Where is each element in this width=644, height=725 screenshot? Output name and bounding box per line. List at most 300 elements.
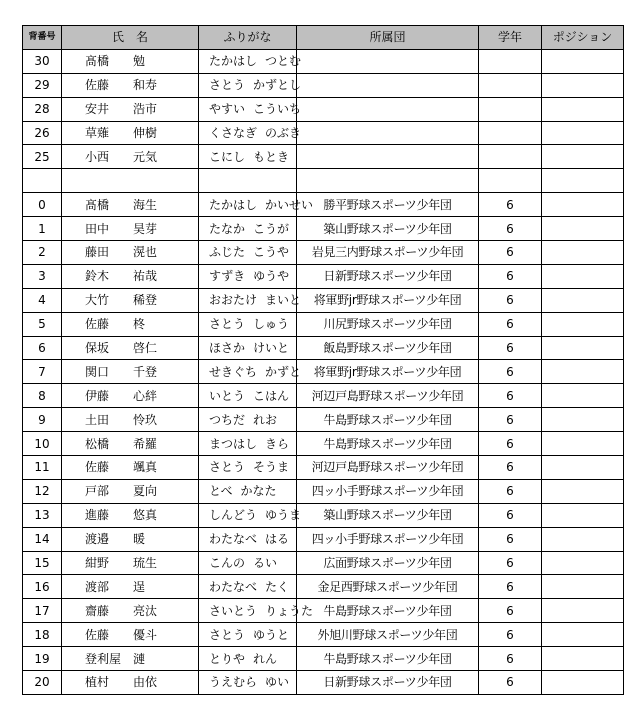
- kana-given: まいと: [265, 293, 302, 308]
- given-name: 由依: [133, 675, 158, 690]
- kana-surname: せきぐち: [209, 364, 258, 379]
- number-cell: 8: [23, 384, 62, 408]
- number-cell: 3: [23, 264, 62, 288]
- position-cell: [542, 241, 624, 265]
- table-row: [23, 551, 624, 575]
- kana-surname: とべ: [209, 484, 233, 499]
- kana-given: かずと: [265, 364, 302, 379]
- name-cell: [62, 121, 199, 145]
- name-cell: [62, 527, 199, 551]
- name-cell: [62, 623, 199, 647]
- kana-surname: とりや: [209, 651, 246, 666]
- kana-cell: [199, 193, 314, 217]
- coach-rows: [23, 49, 624, 168]
- given-name: 和寿: [133, 78, 158, 93]
- table-row: [23, 647, 624, 671]
- team-cell: 将軍野jr野球スポーツ少年団: [297, 288, 479, 312]
- table-row: [23, 384, 624, 408]
- team-cell: 牛島野球スポーツ少年団: [297, 599, 479, 623]
- given-name: 悠真: [133, 508, 158, 523]
- number-cell: 14: [23, 527, 62, 551]
- number-cell: 18: [23, 623, 62, 647]
- table-row: [23, 503, 624, 527]
- surname: 進藤: [85, 508, 110, 523]
- surname: 佐藤: [85, 317, 110, 332]
- header-name: 氏 名: [62, 26, 199, 50]
- team-cell: 飯島野球スポーツ少年団: [297, 336, 479, 360]
- kana-given: しゅう: [253, 317, 290, 332]
- surname: 齋藤: [85, 603, 110, 618]
- spacer-cell: [23, 169, 62, 193]
- team-cell: [297, 97, 479, 121]
- team-cell: [297, 145, 479, 169]
- name-cell: [62, 599, 199, 623]
- name-cell: [62, 312, 199, 336]
- kana-cell: [199, 432, 297, 456]
- name-cell: [62, 575, 199, 599]
- name-cell: [62, 241, 199, 265]
- given-name: 海生: [133, 197, 158, 212]
- header-team: 所属団: [297, 26, 479, 50]
- team-cell: 牛島野球スポーツ少年団: [297, 647, 479, 671]
- table-row: [23, 97, 624, 121]
- grade-cell: 6: [479, 241, 542, 265]
- table-row: [23, 145, 624, 169]
- name-cell: [62, 264, 199, 288]
- grade-cell: 6: [479, 599, 542, 623]
- kana-cell: [199, 527, 297, 551]
- kana-cell: [199, 121, 302, 145]
- kana-cell: [199, 503, 302, 527]
- name-cell: [62, 336, 199, 360]
- number-cell: 16: [23, 575, 62, 599]
- position-cell: [542, 217, 624, 241]
- table-row: [23, 575, 624, 599]
- table-row: [23, 288, 624, 312]
- given-name: 伸樹: [133, 126, 158, 140]
- grade-cell: [479, 73, 542, 97]
- kana-cell: [199, 97, 302, 121]
- kana-surname: たなか: [209, 221, 246, 236]
- given-name: 琉生: [133, 556, 158, 571]
- table-row: [23, 73, 624, 97]
- team-cell: 築山野球スポーツ少年団: [297, 217, 479, 241]
- kana-given: ゆうま: [265, 508, 302, 523]
- grade-cell: 6: [479, 432, 542, 456]
- kana-surname: すずき: [209, 269, 246, 284]
- grade-cell: [479, 121, 542, 145]
- surname: 小西: [85, 149, 110, 164]
- kana-given: そうま: [253, 460, 290, 475]
- kana-given: けいと: [253, 341, 290, 356]
- position-cell: [542, 671, 624, 695]
- surname: 髙橋: [85, 54, 110, 69]
- table-row: [23, 527, 624, 551]
- team-cell: 河辺戸島野球スポーツ少年団: [297, 456, 479, 480]
- number-cell: 26: [23, 121, 62, 145]
- given-name: 心絆: [133, 388, 158, 403]
- team-cell: 日新野球スポーツ少年団: [297, 671, 479, 695]
- table-row: [23, 456, 624, 480]
- kana-given: こういち: [253, 102, 302, 117]
- spacer-cell: [542, 169, 624, 193]
- given-name: 漣: [133, 651, 146, 666]
- surname: 佐藤: [85, 78, 110, 93]
- given-name: 颯真: [133, 460, 158, 475]
- surname: 松橋: [85, 436, 110, 451]
- team-cell: 牛島野球スポーツ少年団: [297, 432, 479, 456]
- grade-cell: [479, 145, 542, 169]
- header-position: ポジション: [542, 26, 624, 50]
- kana-surname: くさなぎ: [209, 126, 258, 140]
- kana-given: ゆうや: [253, 269, 290, 284]
- kana-given: もとき: [253, 149, 290, 164]
- grade-cell: 6: [479, 360, 542, 384]
- kana-given: きら: [265, 436, 290, 451]
- kana-surname: ふじた: [209, 245, 246, 260]
- surname: 草薙: [85, 126, 110, 140]
- grade-cell: 6: [479, 647, 542, 671]
- kana-cell: [199, 599, 314, 623]
- kana-cell: [199, 49, 302, 73]
- surname: 藤田: [85, 245, 110, 260]
- header-row: [23, 26, 624, 50]
- surname: 安井: [85, 102, 110, 117]
- given-name: 亮汰: [133, 603, 158, 618]
- grade-cell: 6: [479, 408, 542, 432]
- table-row: [23, 360, 624, 384]
- surname: 髙橋: [85, 197, 110, 212]
- table-row: [23, 264, 624, 288]
- team-cell: [297, 49, 479, 73]
- position-cell: [542, 551, 624, 575]
- kana-given: ゆい: [265, 675, 290, 690]
- kana-surname: たかはし: [209, 54, 258, 69]
- name-cell: [62, 49, 199, 73]
- table-row: [23, 241, 624, 265]
- table-row: [23, 599, 624, 623]
- spacer-cell: [297, 169, 479, 193]
- spacer-cell: [62, 169, 199, 193]
- number-cell: 11: [23, 456, 62, 480]
- kana-cell: [199, 217, 297, 241]
- kana-surname: わたなべ: [209, 579, 258, 594]
- team-cell: [297, 73, 479, 97]
- grade-cell: 6: [479, 503, 542, 527]
- number-cell: 0: [23, 193, 62, 217]
- name-cell: [62, 360, 199, 384]
- position-cell: [542, 384, 624, 408]
- kana-surname: おおたけ: [209, 293, 258, 308]
- grade-cell: 6: [479, 479, 542, 503]
- spacer-cell: [479, 169, 542, 193]
- grade-cell: 6: [479, 193, 542, 217]
- name-cell: [62, 503, 199, 527]
- surname: 佐藤: [85, 460, 110, 475]
- table-row: [23, 336, 624, 360]
- number-cell: 10: [23, 432, 62, 456]
- given-name: 祐哉: [133, 269, 158, 284]
- kana-given: こうが: [253, 221, 290, 236]
- kana-given: つとむ: [265, 54, 302, 69]
- name-cell: [62, 288, 199, 312]
- position-cell: [542, 527, 624, 551]
- team-cell: 四ッ小手野球スポーツ少年団: [297, 479, 479, 503]
- grade-cell: 6: [479, 623, 542, 647]
- surname: 植村: [85, 675, 110, 690]
- kana-cell: [199, 360, 302, 384]
- given-name: 元気: [133, 149, 158, 164]
- kana-given: りょうた: [265, 603, 314, 618]
- surname: 渡邉: [85, 532, 110, 547]
- kana-given: れん: [253, 651, 278, 666]
- given-name: 怜玖: [133, 412, 158, 427]
- number-cell: 20: [23, 671, 62, 695]
- grade-cell: [479, 97, 542, 121]
- given-name: 希羅: [133, 436, 158, 451]
- surname: 関口: [85, 364, 110, 379]
- kana-cell: [199, 647, 297, 671]
- number-cell: 7: [23, 360, 62, 384]
- surname: 保坂: [85, 341, 110, 356]
- position-cell: [542, 360, 624, 384]
- team-cell: [297, 121, 479, 145]
- number-cell: 15: [23, 551, 62, 575]
- kana-given: こうや: [253, 245, 290, 260]
- spacer-section: [23, 169, 624, 193]
- position-cell: [542, 73, 624, 97]
- kana-cell: [199, 408, 297, 432]
- surname: 渡部: [85, 579, 110, 594]
- number-cell: 5: [23, 312, 62, 336]
- given-name: 昊芽: [133, 221, 158, 236]
- kana-surname: うえむら: [209, 675, 258, 690]
- position-cell: [542, 193, 624, 217]
- position-cell: [542, 432, 624, 456]
- team-cell: 金足西野球スポーツ少年団: [297, 575, 479, 599]
- name-cell: [62, 671, 199, 695]
- team-cell: 岩見三内野球スポーツ少年団: [297, 241, 479, 265]
- kana-cell: [199, 145, 297, 169]
- header-number: 背番号: [23, 26, 62, 50]
- kana-surname: こにし: [209, 149, 246, 164]
- kana-surname: たかはし: [209, 197, 258, 212]
- given-name: 優斗: [133, 627, 158, 642]
- number-cell: 1: [23, 217, 62, 241]
- number-cell: 17: [23, 599, 62, 623]
- kana-surname: さとう: [209, 317, 246, 332]
- kana-cell: [199, 288, 302, 312]
- position-cell: [542, 312, 624, 336]
- table-row: [23, 623, 624, 647]
- team-cell: 川尻野球スポーツ少年団: [297, 312, 479, 336]
- team-cell: 河辺戸島野球スポーツ少年団: [297, 384, 479, 408]
- kana-surname: さとう: [209, 460, 246, 475]
- name-cell: [62, 432, 199, 456]
- number-cell: 13: [23, 503, 62, 527]
- kana-cell: [199, 73, 302, 97]
- position-cell: [542, 336, 624, 360]
- kana-given: るい: [253, 556, 278, 571]
- kana-surname: つちだ: [209, 412, 246, 427]
- name-cell: [62, 145, 199, 169]
- kana-cell: [199, 336, 297, 360]
- given-name: 啓仁: [133, 341, 158, 356]
- given-name: 稀登: [133, 293, 158, 308]
- table-row: [23, 312, 624, 336]
- grade-cell: 6: [479, 456, 542, 480]
- position-cell: [542, 503, 624, 527]
- surname: 紺野: [85, 556, 110, 571]
- table-row: [23, 432, 624, 456]
- name-cell: [62, 647, 199, 671]
- table-row: [23, 49, 624, 73]
- table-row: [23, 217, 624, 241]
- kana-surname: まつはし: [209, 436, 258, 451]
- table-row: [23, 193, 624, 217]
- kana-given: こはん: [253, 388, 290, 403]
- spacer-cell: [199, 169, 297, 193]
- kana-given: のぶき: [265, 126, 302, 140]
- given-name: 浩市: [133, 102, 158, 117]
- kana-given: たく: [265, 579, 290, 594]
- table-row: [23, 479, 624, 503]
- number-cell: 12: [23, 479, 62, 503]
- kana-surname: さいとう: [209, 603, 258, 618]
- grade-cell: 6: [479, 384, 542, 408]
- grade-cell: 6: [479, 527, 542, 551]
- grade-cell: 6: [479, 217, 542, 241]
- team-cell: 牛島野球スポーツ少年団: [297, 408, 479, 432]
- surname: 戸部: [85, 484, 110, 499]
- surname: 鈴木: [85, 269, 110, 284]
- grade-cell: 6: [479, 671, 542, 695]
- surname: 土田: [85, 412, 110, 427]
- number-cell: 25: [23, 145, 62, 169]
- name-cell: [62, 479, 199, 503]
- team-cell: 四ッ小手野球スポーツ少年団: [297, 527, 479, 551]
- kana-given: かずとし: [253, 78, 302, 93]
- kana-cell: [199, 551, 297, 575]
- given-name: 勉: [133, 54, 146, 69]
- position-cell: [542, 264, 624, 288]
- roster-table: [22, 25, 624, 695]
- kana-given: はる: [265, 532, 290, 547]
- team-cell: 外旭川野球スポーツ少年団: [297, 623, 479, 647]
- team-cell: 築山野球スポーツ少年団: [297, 503, 479, 527]
- name-cell: [62, 97, 199, 121]
- surname: 大竹: [85, 293, 110, 308]
- position-cell: [542, 623, 624, 647]
- kana-cell: [199, 575, 297, 599]
- kana-surname: やすい: [209, 102, 246, 117]
- header-grade: 学年: [479, 26, 542, 50]
- position-cell: [542, 145, 624, 169]
- kana-cell: [199, 671, 297, 695]
- given-name: 千登: [133, 364, 158, 379]
- grade-cell: 6: [479, 288, 542, 312]
- given-name: 暖: [133, 532, 146, 547]
- kana-given: れお: [253, 412, 278, 427]
- name-cell: [62, 73, 199, 97]
- position-cell: [542, 647, 624, 671]
- surname: 登利屋: [85, 651, 122, 666]
- number-cell: 6: [23, 336, 62, 360]
- name-cell: [62, 217, 199, 241]
- kana-cell: [199, 479, 297, 503]
- kana-surname: こんの: [209, 556, 246, 571]
- surname: 田中: [85, 221, 110, 236]
- kana-given: ゆうと: [253, 627, 290, 642]
- kana-surname: わたなべ: [209, 532, 258, 547]
- kana-given: かいせい: [265, 197, 314, 212]
- number-cell: 28: [23, 97, 62, 121]
- grade-cell: 6: [479, 264, 542, 288]
- grade-cell: [479, 49, 542, 73]
- position-cell: [542, 575, 624, 599]
- surname: 佐藤: [85, 627, 110, 642]
- header-kana: ふりがな: [199, 26, 297, 50]
- kana-cell: [199, 264, 297, 288]
- given-name: 逞: [133, 579, 146, 594]
- player-rows: [23, 193, 624, 695]
- given-name: 滉也: [133, 245, 158, 260]
- spacer-row: [23, 169, 624, 193]
- number-cell: 19: [23, 647, 62, 671]
- kana-cell: [199, 384, 297, 408]
- grade-cell: 6: [479, 575, 542, 599]
- position-cell: [542, 479, 624, 503]
- position-cell: [542, 288, 624, 312]
- team-cell: 勝平野球スポーツ少年団: [297, 193, 479, 217]
- position-cell: [542, 456, 624, 480]
- position-cell: [542, 408, 624, 432]
- kana-surname: さとう: [209, 78, 246, 93]
- grade-cell: 6: [479, 551, 542, 575]
- position-cell: [542, 97, 624, 121]
- name-cell: [62, 193, 199, 217]
- table-row: [23, 121, 624, 145]
- number-cell: 9: [23, 408, 62, 432]
- position-cell: [542, 49, 624, 73]
- kana-surname: さとう: [209, 627, 246, 642]
- given-name: 夏向: [133, 484, 158, 499]
- kana-cell: [199, 312, 297, 336]
- team-cell: 日新野球スポーツ少年団: [297, 264, 479, 288]
- table-row: [23, 671, 624, 695]
- grade-cell: 6: [479, 312, 542, 336]
- name-cell: [62, 456, 199, 480]
- number-cell: 30: [23, 49, 62, 73]
- number-cell: 2: [23, 241, 62, 265]
- surname: 伊藤: [85, 388, 110, 403]
- kana-surname: いとう: [209, 388, 246, 403]
- name-cell: [62, 551, 199, 575]
- position-cell: [542, 599, 624, 623]
- grade-cell: 6: [479, 336, 542, 360]
- kana-cell: [199, 623, 297, 647]
- kana-cell: [199, 241, 297, 265]
- name-cell: [62, 408, 199, 432]
- kana-surname: ほさか: [209, 341, 246, 356]
- table-row: [23, 408, 624, 432]
- team-cell: 広面野球スポーツ少年団: [297, 551, 479, 575]
- position-cell: [542, 121, 624, 145]
- kana-cell: [199, 456, 297, 480]
- kana-given: かなた: [240, 484, 277, 499]
- given-name: 柊: [133, 317, 146, 332]
- team-cell: 将軍野jr野球スポーツ少年団: [297, 360, 479, 384]
